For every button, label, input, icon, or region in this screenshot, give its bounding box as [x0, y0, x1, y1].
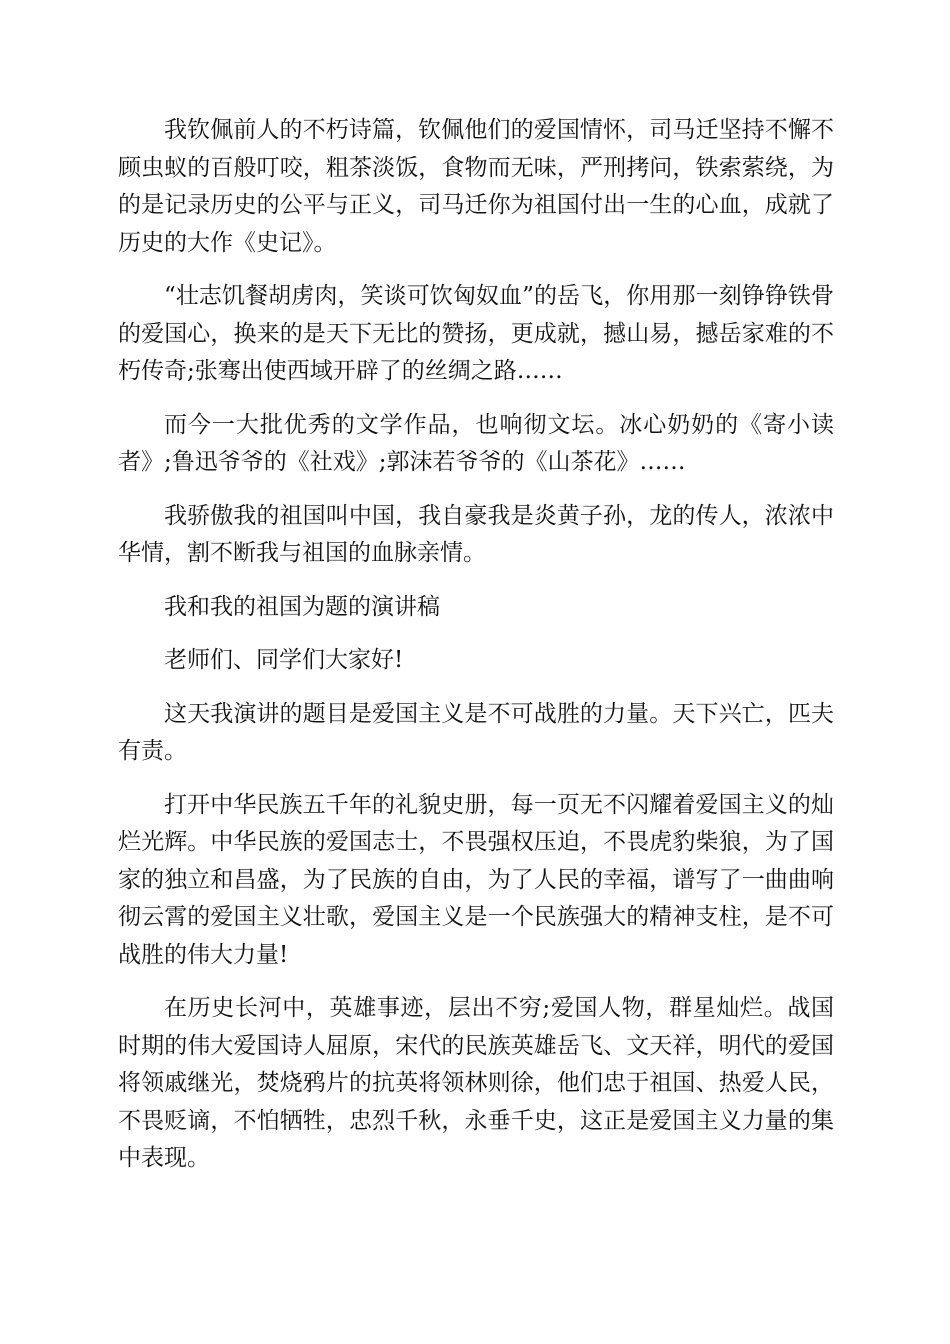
paragraph-yuefei: “壮志饥餐胡虏肉，笑谈可饮匈奴血”的岳飞，你用那一刻铮铮铁骨的爱国心，换来的是天下无比的赞扬，更成就，撼山易，撼岳家难的不朽传奇;张骞出使西域开辟了的丝绸之路…… — [118, 283, 834, 384]
paragraph-literature: 而今一大批优秀的文学作品，也响彻文坛。冰心奶奶的《寄小读者》;鲁迅爷爷的《社戏》;郭沫若爷爷的《山茶花》…… — [118, 411, 834, 475]
paragraph-history: 打开中华民族五千年的礼貌史册，每一页无不闪耀着爱国主义的灿烂光辉。中华民族的爱国志士，不畏强权压迫，不畏虎豹柴狼，为了国家的独立和昌盛，为了民族的自由，为了人民的幸福，谱写了一曲曲响彻云霄的爱国主义壮歌，爱国主义是一个民族强大的精神支柱，是不可战胜的伟大力量! — [118, 791, 834, 968]
speech-greeting: 老师们、同学们大家好! — [164, 647, 404, 673]
paragraph-pride: 我骄傲我的祖国叫中国，我自豪我是炎黄子孙，龙的传人，浓浓中华情，割不断我与祖国的血脉亲情。 — [118, 502, 834, 566]
document-body — [118, 112, 834, 1194]
paragraph-heroes: 在历史长河中，英雄事迹，层出不穷;爱国人物，群星灿烂。战国时期的伟大爱国诗人屈原，宋代的民族英雄岳飞、文天祥，明代的爱国将领戚继光，焚烧鸦片的抗英将领林则徐，他们忠于祖国、热爱人民，不畏贬谪，不怕牺牲，忠烈千秋，永垂千史，这正是爱国主义力量的集中表现。 — [118, 995, 834, 1171]
paragraph-topic: 这天我演讲的题目是爱国主义是不可战胜的力量。天下兴亡，匹夫有责。 — [118, 700, 834, 764]
paragraph-shiji: 我钦佩前人的不朽诗篇，钦佩他们的爱国情怀，司马迁坚持不懈不顾虫蚁的百般叮咬，粗茶淡饭，食物而无味，严刑拷问，铁索萦绕，为的是记录历史的公平与正义，司马迁你为祖国付出一生的心血，成就了历史的大作《史记》。 — [118, 117, 834, 256]
speech-title: 我和我的祖国为题的演讲稿 — [164, 593, 440, 620]
